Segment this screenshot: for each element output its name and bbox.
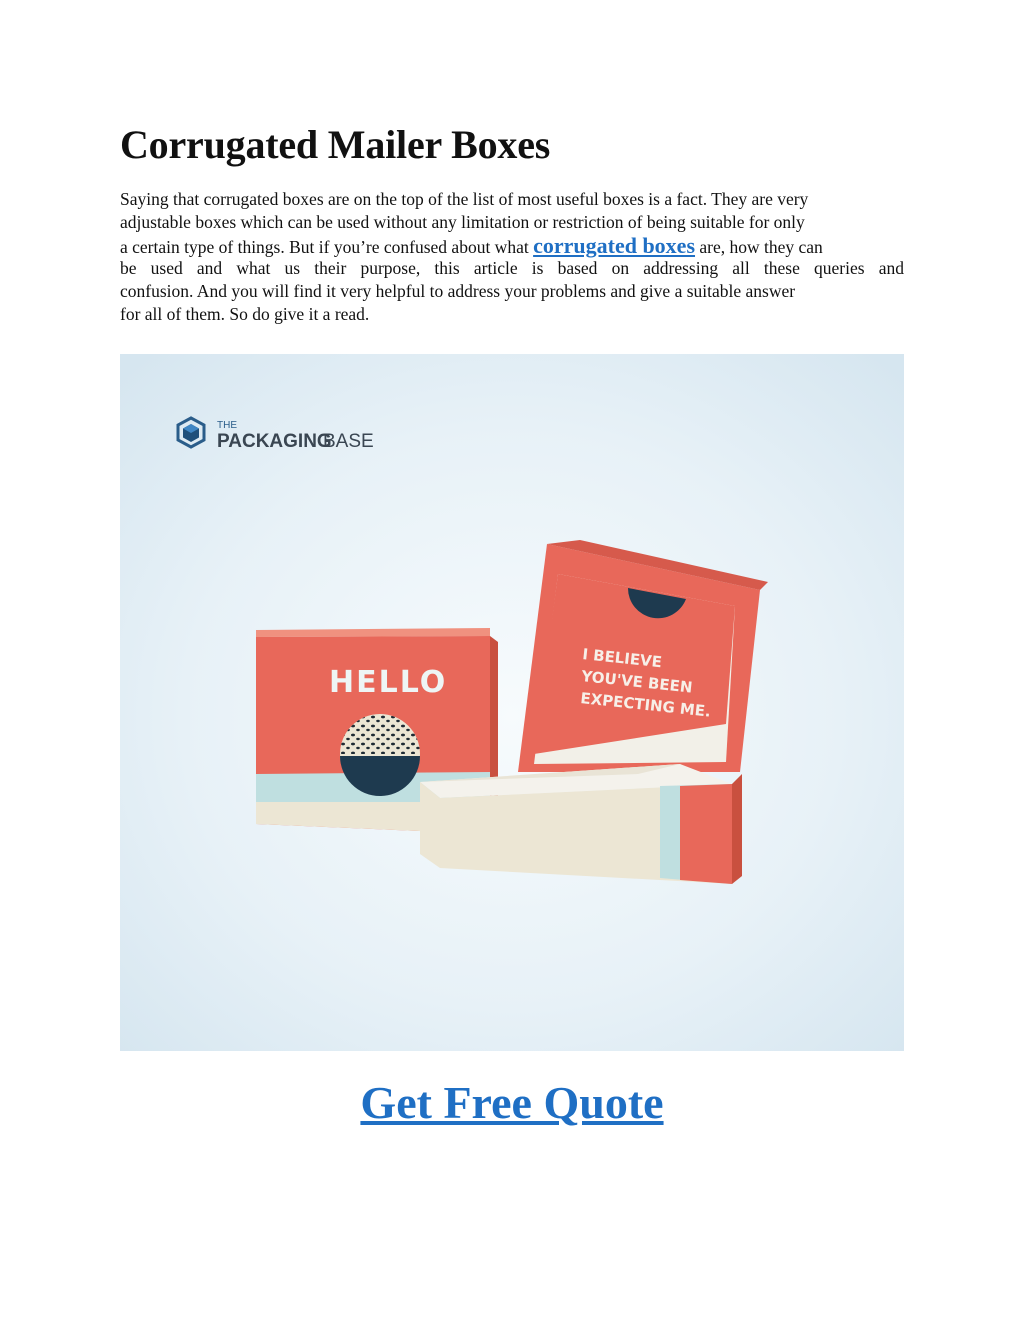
cta-container bbox=[0, 1076, 1024, 1129]
logo-suffix-text: BASE bbox=[323, 431, 374, 452]
logo-main-text: PACKAGING bbox=[217, 431, 332, 452]
box-hello-text: HELLO bbox=[329, 665, 448, 700]
lid-text-line1: I BELIEVE bbox=[581, 645, 663, 672]
paragraph-line: confusion. And you will find it very helpful to address your problems and give a suitable answer bbox=[120, 281, 796, 301]
intro-paragraph bbox=[120, 188, 904, 326]
product-image bbox=[120, 354, 904, 1051]
paragraph-text: a certain type of things. But if you’re confused about what bbox=[120, 237, 534, 257]
lid-text-line2: YOU'VE BEEN bbox=[580, 667, 694, 697]
paragraph-line: for all of them. So do give it a read. bbox=[120, 304, 370, 324]
logo-small-text: THE bbox=[217, 420, 237, 431]
paragraph-line bbox=[120, 234, 904, 257]
paragraph-text: are, how they can bbox=[695, 237, 823, 257]
get-free-quote-link[interactable]: Get Free Quote bbox=[360, 1077, 664, 1128]
corrugated-boxes-link[interactable]: corrugated boxes bbox=[533, 233, 696, 258]
paragraph-line: be used and what us their purpose, this article is based on addressing all these queries and bbox=[120, 258, 904, 278]
paragraph-line: Saying that corrugated boxes are on the top of the list of most useful boxes is a fact. They are very bbox=[120, 189, 809, 209]
lid-text-line3: EXPECTING ME. bbox=[579, 689, 712, 721]
paragraph-line: adjustable boxes which can be used without any limitation or restriction of being suitable for only bbox=[120, 212, 805, 232]
mailer-box-illustration bbox=[120, 354, 904, 1051]
page-title: Corrugated Mailer Boxes bbox=[120, 122, 551, 167]
